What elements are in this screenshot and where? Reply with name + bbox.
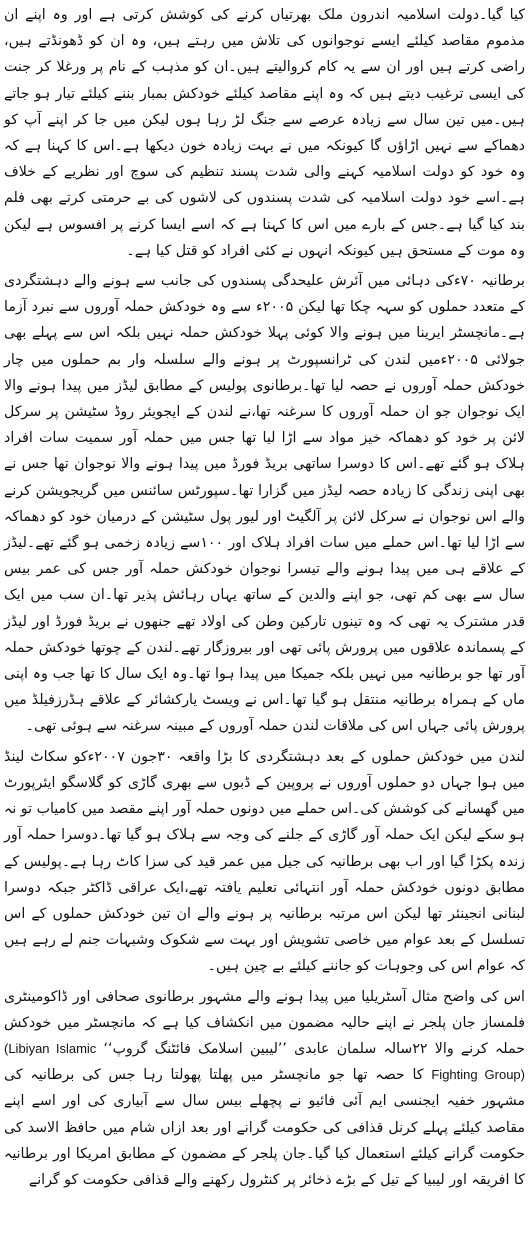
paragraph-4-tail: کا حصہ تھا جو مانچسٹر میں پھلتا پھولتا رہا جس کی برطانیہ کی مشہور خفیہ ایجنسی ایم آئی فائیو نے پچھلے بیس سال سے آبیاری کی اور اسے اپنے مقاصد کیلئے پہلے کرنل قذافی کی حکومت گرانے اور بعد ازاں شام میں حافظ الاسد کی حکومت گرانے کیلئے استعمال کیا گیا۔جان پلجر کے مضمون کے مطابق امریکا اور برطانیہ کا افریقہ اور لیبیا کے تیل کے بڑے ذخائر پر کنٹرول رکھنے والے قذافی حکومت کو گرانے (4, 1067, 525, 1188)
paragraph-4-intro: اس کی واضح مثال آسٹریلیا میں پیدا ہونے والے مشہور برطانوی صحافی اور ڈاکومینٹری فلمساز جان پلجر نے اپنے حالیہ مضمون میں انکشاف کیا ہے کہ مانچسٹر میں خودکش حملہ کرنے والا ۲۲سالہ سلمان عابدی ’’لیبین اسلامک فائٹنگ گروپ‘‘ (4, 988, 525, 1057)
article-body (4, 0, 525, 1193)
paragraph-3: لندن میں خودکش حملوں کے بعد دہشتگردی کا بڑا واقعہ ۳۰جون ۲۰۰۷ءکو سکاٹ لینڈ میں ہوا جہاں دو حملوں آوروں نے پروپین کے ڈبوں سے بھری گاڑی کو گلاسگو ایئرپورٹ میں گھسانے کی کوشش کی۔اس حملے میں دونوں حملہ آور اپنے مقصد میں کامیاب تو نہ ہو سکے لیکن ایک حملہ آور گاڑی کے جلنے کی وجہ سے ہلاک ہو گیا تھا۔دوسرا حملہ آور زندہ پکڑا گیا اور اب بھی برطانیہ کی جیل میں عمر قید کی سزا کاٹ رہا ہے۔پولیس کے مطابق دونوں خودکش حملہ آور انتہائی تعلیم یافتہ تھے،ایک عراقی ڈاکٹر جبکہ دوسرا لبنانی انجینئر تھا لیکن اس مرتبہ برطانیہ پر ہونے والے ان تین خودکش حملوں کے اس تسلسل کے بعد عوام میں خاصی تشویش اور بہت سے شکوک وشبہات جنم لے رہے ہیں کہ عوام اس کی وجوہات کو جاننے کیلئے بے چین ہیں۔ (4, 748, 525, 975)
paragraph-4 (4, 984, 525, 1194)
inline-english-group-name: (Libiyan Islamic Fighting Group) (4, 1040, 525, 1083)
paragraph-2: برطانیہ ۷۰ءکی دہائی میں آئرش علیحدگی پسندوں کی جانب سے ہونے والے دہشتگردی کے متعدد حملوں کو سہہ چکا تھا لیکن ۲۰۰۵ء سے وہ خودکش حملہ آوروں سے نبرد آزما ہے۔مانچسٹر ایرینا میں ہونے والا کوئی پہلا خودکش حملہ نہیں بلکہ اس سے پہلے بھی جولائی ۲۰۰۵ءمیں لندن کی ٹرانسپورٹ پر ہونے والے سلسلہ وار بم حملوں میں چار خودکش حملہ آوروں نے حصہ لیا تھا۔برطانوی پولیس کے مطابق لیڈز میں پیدا ہونے والا ایک نوجوان جو ان حملہ آوروں کا سرغنہ تھا،نے لندن کے ایجویئر روڈ سٹیشن پر سرکل لائن پر خود کو دھماکہ خیز مواد سے اڑا لیا تھا جس میں حملہ آور سمیت سات افراد ہلاک ہو گئے تھے۔اس کا دوسرا ساتھی بریڈ فورڈ میں پیدا ہونے والا نوجوان تھا جس نے بھی اپنی زندگی کا زیادہ حصہ لیڈز میں گزارا تھا۔سپورٹس سائنس میں گریجویشن کرنے والے اس نوجوان نے سرکل لائن پر آلگیٹ اور لیور پول سٹیشن کے درمیان خود کو دھماکہ سے اڑا لیا تھا۔اس حملے میں سات افراد ہلاک اور ۱۰۰سے زیادہ زخمی ہو گئے تھے۔لیڈز کے علاقے ہی میں پیدا ہونے والے تیسرا نوجوان خودکش حملہ آور جس کی عمر بیس سال سے بھی کم تھی، جو اپنے والدین کے ساتھ یہاں رہائش پذیر تھا۔ان سب میں ایک قدر مشترک یہ تھی کہ وہ تینوں تارکین وطن کی اولاد تھے جنھوں نے بریڈ فورڈ اور لیڈز کے پسماندہ علاقوں میں پرورش پائی تھی اور بیروزگار تھے۔لندن کے چوتھا خودکش حملہ آور تھا جو برطانیہ میں نہیں بلکہ جمیکا میں پیدا ہوا تھا۔وہ ایک سال کا تھا جب وہ اپنی ماں کے ہمراہ برطانیہ منتقل ہو گیا تھا۔اس نے ویسٹ یارکشائر کے علاقے ہڈرزفیلڈ میں پرورش پائی جہاں اس کی ملاقات لندن حملہ آوروں کے مبینہ سرغنہ سے ہوئی تھی۔ (4, 273, 525, 735)
paragraph-1: کیا گیا۔دولت اسلامیہ اندرون ملک بھرتیاں کرنے کی کوشش کرتی ہے اور وہ اپنے ان مذموم مقاصد کیلئے ایسے نوجوانوں کی تلاش میں رہتے ہیں، وہ ان کو ڈھونڈتے ہیں، راضی کرتے ہیں اور ان سے یہ کام کروالیتے ہیں۔ان کو مذہب کے نام پر ورغلا کر جنت کی ایسی ترغیب دیتے ہیں کہ وہ اپنے مقاصد کیلئے خودکش بمبار بننے کیلئے تیار ہو جاتے ہیں۔میں تین سال سے زیادہ عرصے سے جنگ لڑ رہا ہوں لیکن میں جا کر اپنے آپ کو دھماکے سے نہیں اڑاؤں گا کیونکہ میں نے بہت زیادہ خون دیکھا ہے۔اس کا کہنا ہے کہ وہ خود کو دولت اسلامیہ کہنے والی شدت پسند تنظیم کی سوچ اور نظریے کے خلاف ہے۔اسے خود دولت اسلامیہ کی شدت پسندوں کی لاشوں کی بے حرمتی کرتے بھی فلم بند کیا گیا ہے۔جس کے بارے میں اس کا کہنا ہے کہ اسے ایسا کرنے پر افسوس ہے لیکن وہ موت کے مستحق ہیں کیونکہ انہوں نے کئی افراد کو قتل کیا ہے۔ (4, 7, 525, 259)
